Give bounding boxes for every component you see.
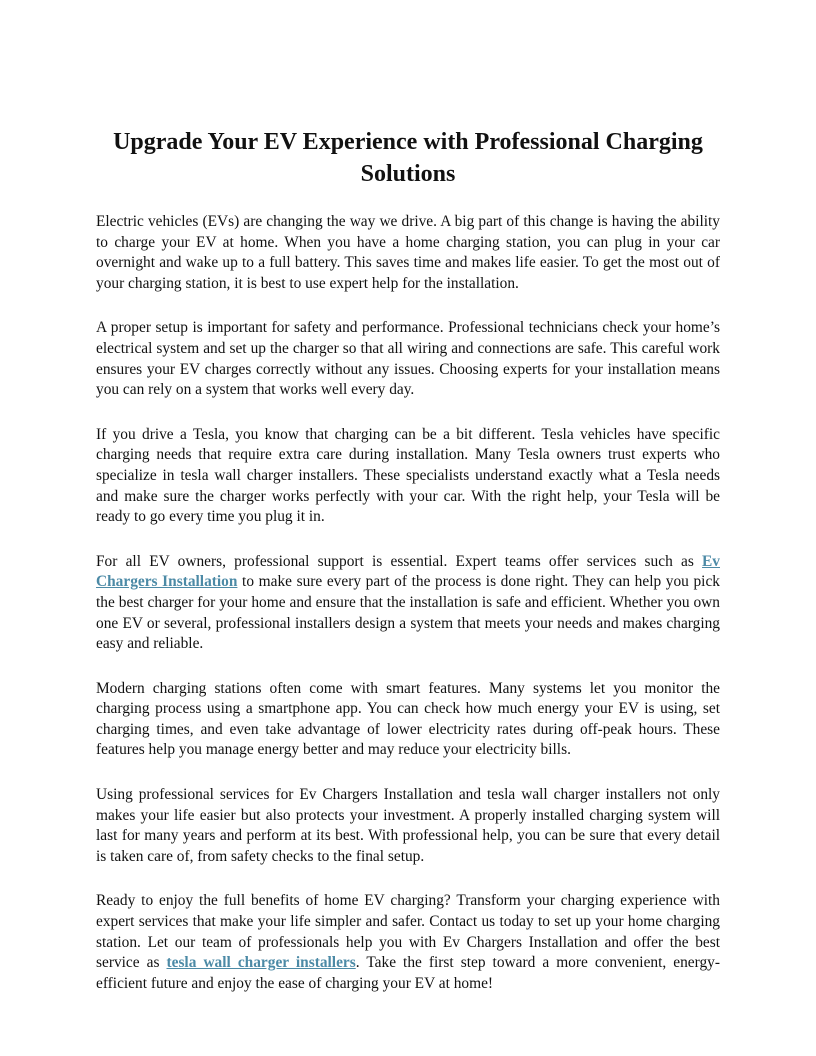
document-title: Upgrade Your EV Experience with Professional Charging Solutions [113, 129, 703, 187]
paragraph-tesla: If you drive a Tesla, you know that charging can be a bit different. Tesla vehicles have specific charging needs that require extra care during installation. Many Tesla owners trust experts who specialize in tesla wall charger installers. These specialists understand exactly what a Tesla needs and make sure the charger works perfectly with your car. With the right help, your Tesla will be ready to go every time you plug it in. [96, 425, 720, 526]
paragraph-text: Ready to enjoy the full benefits of home EV charging? Transform your charging experience with expert services that make your life simpler and safer. Contact us today to set up your home charging station. Let our team of professionals help you with Ev Chargers Installation and offer the best service as [96, 892, 720, 972]
paragraph-text: For all EV owners, professional support is essential. Expert teams offer services such as [96, 552, 703, 570]
paragraph-safety: A proper setup is important for safety and performance. Professional technicians check your home’s electrical system and set up the charger so that all wiring and connections are safe. This careful work ensures your EV charges correctly without any issues. Choosing experts for your installation means you can rely on a system that works well every day. [96, 319, 720, 399]
paragraph-intro: Electric vehicles (EVs) are changing the way we drive. A big part of this change is having the ability to charge your EV at home. When you have a home charging station, you can plug in your car overnight and wake up to a full battery. This saves time and makes life easier. To get the most out of your charging station, it is best to use expert help for the installation. [96, 213, 720, 292]
ev-chargers-installation-link[interactable]: Ev Chargers Installation [96, 552, 720, 591]
paragraph-professional-support [96, 552, 720, 655]
tesla-wall-charger-installers-link[interactable]: tesla wall charger installers [166, 954, 356, 972]
paragraph-text: . Take the first step toward a more convenient, energy-efficient future and enjoy the ease of charging your EV at home! [96, 954, 720, 992]
paragraph-text: to make sure every part of the process is done right. They can help you pick the best charger for your home and ensure that the installation is safe and efficient. Whether you own one EV or several, professional installers design a system that meets your needs and makes charging easy and reliable. [96, 573, 720, 653]
paragraph-call-to-action [96, 891, 720, 994]
document-page [96, 126, 720, 994]
paragraph-smart-features: Modern charging stations often come with smart features. Many systems let you monitor the charging process using a smartphone app. You can check how much energy your EV is using, set charging times, and even take advantage of lower electricity rates during off-peak hours. These features help you manage energy better and may reduce your electricity bills. [96, 679, 720, 759]
paragraph-investment: Using professional services for Ev Chargers Installation and tesla wall charger installers not only makes your life easier but also protects your investment. A properly installed charging system will last for many years and perform at its best. With professional help, you can be sure that every detail is taken care of, from safety checks to the final setup. [96, 786, 720, 865]
